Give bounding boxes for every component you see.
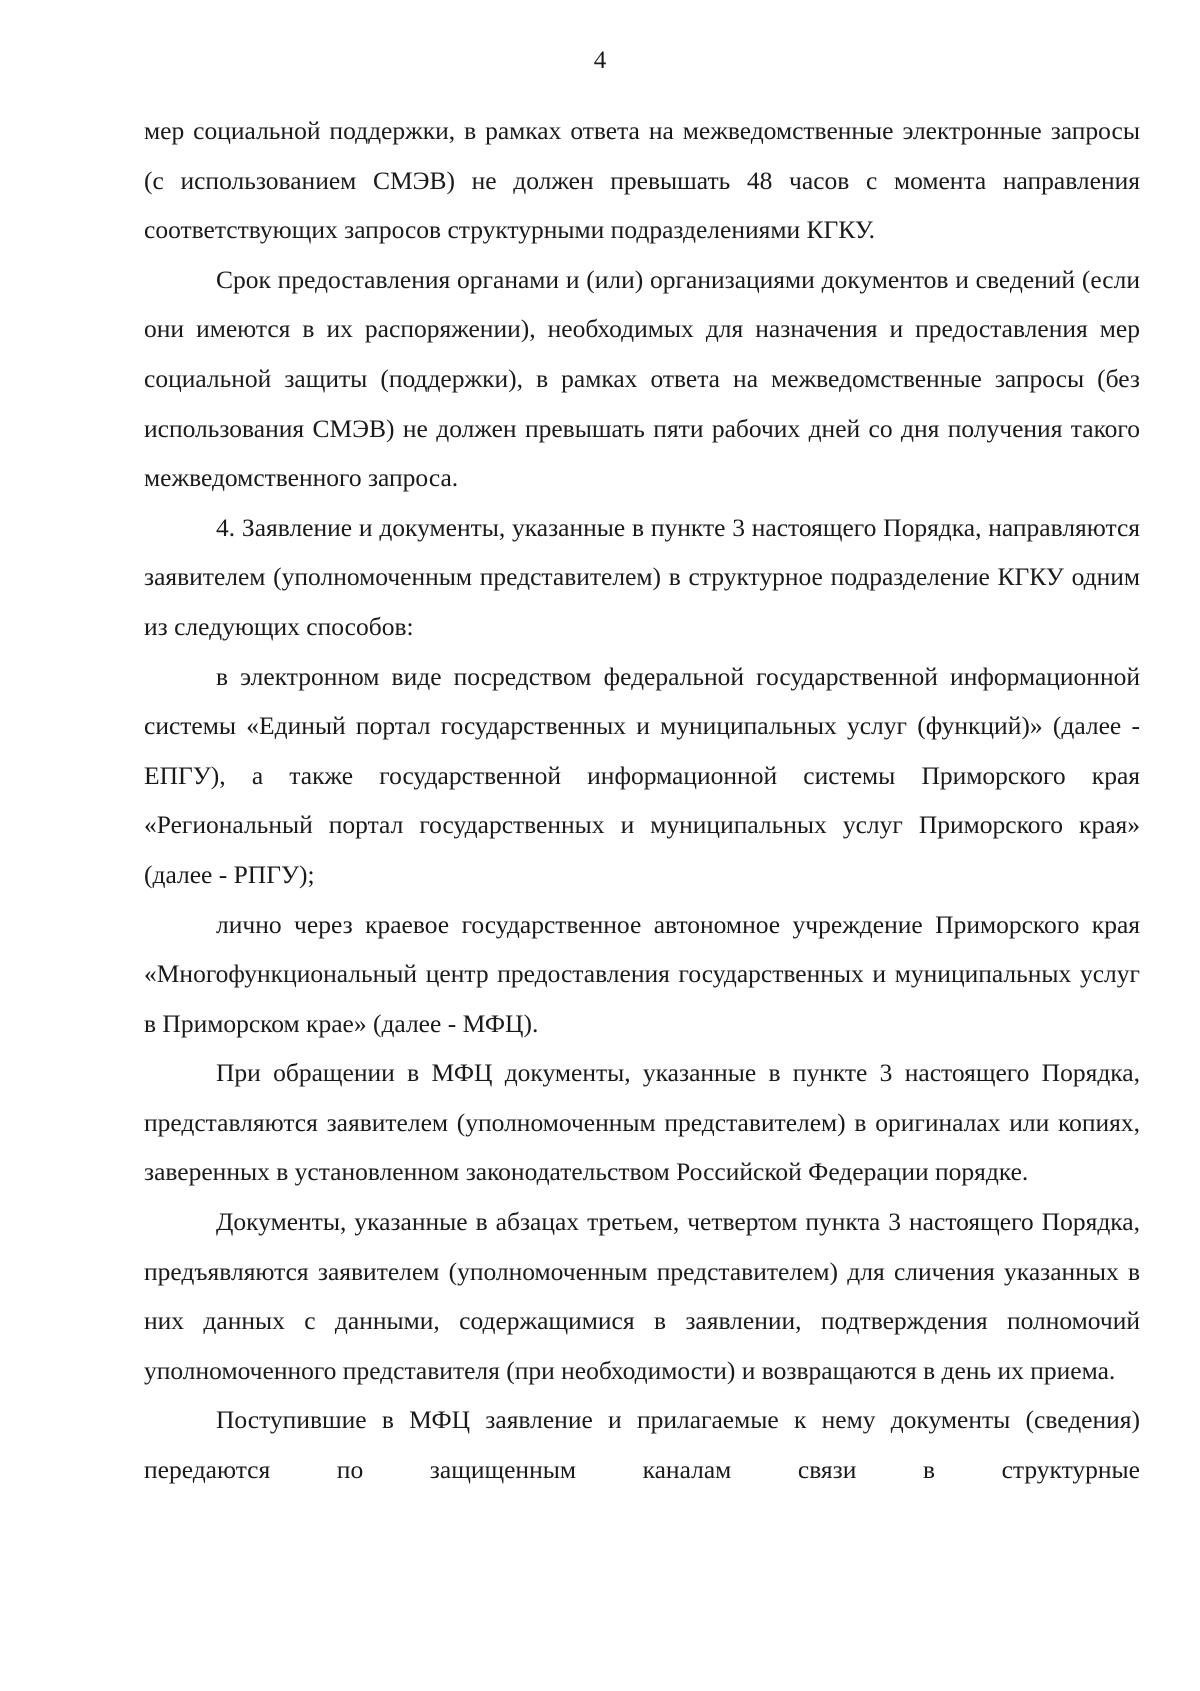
paragraph-mfc-originals: При обращении в МФЦ документы, указанные в пункте 3 настоящего Порядка, представляются заявителем (уполномоченным представителем) в оригиналах или копиях, заверенных в установленном законодательством Российской Федерации порядке. bbox=[144, 1058, 1140, 1187]
document-body bbox=[144, 106, 1140, 1495]
paragraph-documents-deadline: Срок предоставления органами и (или) организациями документов и сведений (если они имеются в их распоряжении), необходимых для назначения и предоставления мер социальной защиты (поддержки), в рамках ответа на межведомственные запросы (без использования СМЭВ) не должен превышать пяти рабочих дней со дня получения такого межведомственного запроса. bbox=[144, 264, 1140, 493]
page-number: 4 bbox=[593, 47, 607, 74]
paragraph-mfc-transfer: Поступившие в МФЦ заявление и прилагаемые к нему документы (сведения) передаются по защищенным каналам связи в структурные bbox=[144, 1405, 1140, 1485]
paragraph-documents-verification: Документы, указанные в абзацах третьем, четвертом пункта 3 настоящего Порядка, предъявляются заявителем (уполномоченным представителем) для сличения указанных в них данных с данными, содержащимися в заявлении, подтверждения полномочий уполномоченного представителя (при необходимости) и возвращаются в день их приема. bbox=[144, 1207, 1140, 1385]
paragraph-electronic-submission: в электронном виде посредством федеральной государственной информационной системы «Единый портал государственных и муниципальных услуг (функций)» (далее - ЕПГУ), а также государственной информационной системы Приморского края «Региональный портал государственных и муниципальных услуг Приморского края» (далее - РПГУ); bbox=[144, 661, 1140, 889]
paragraph-smev-deadline-continuation: мер социальной поддержки, в рамках ответа на межведомственные электронные запросы (с использованием СМЭВ) не должен превышать 48 часов с момента направления соответствующих запросов структурными подразделениями КГКУ. bbox=[144, 116, 1140, 245]
paragraph-personal-submission: лично через краевое государственное автономное учреждение Приморского края «Многофункциональный центр предоставления государственных и муниципальных услуг в Приморском крае» (далее - МФЦ). bbox=[144, 909, 1140, 1038]
paragraph-item-4-submission: 4. Заявление и документы, указанные в пункте 3 настоящего Порядка, направляются заявителем (уполномоченным представителем) в структурное подразделение КГКУ одним из следующих способов: bbox=[144, 512, 1140, 641]
